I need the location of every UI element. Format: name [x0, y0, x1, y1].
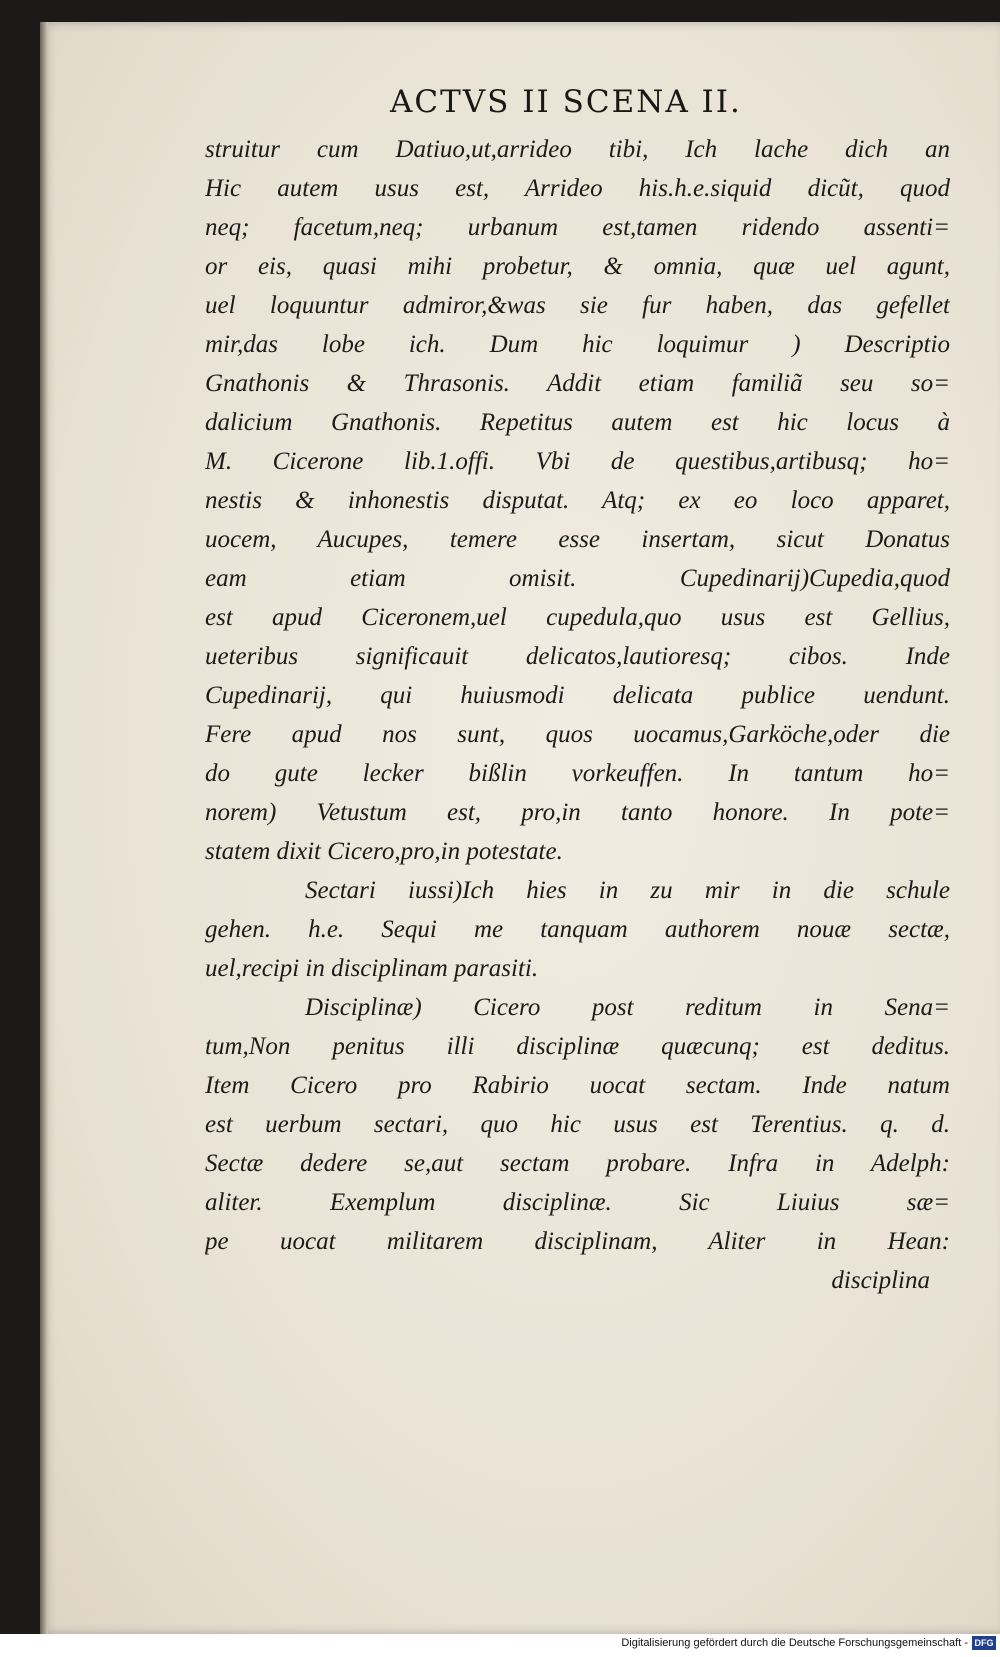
text-line-27: Sectæ dedere se,aut sectam probare. Infra in Adelph:: [205, 1150, 950, 1177]
page-gutter-shadow: [40, 22, 48, 1634]
text-line-1: struitur cum Datiuo,ut,arrideo tibi, Ich lache dich an: [205, 136, 950, 163]
text-line-2: Hic autem usus est, Arrideo his.h.e.siquid dicũt, quod: [205, 175, 950, 202]
text-line-22: uel,recipi in disciplinam parasiti.: [205, 955, 539, 982]
text-line-26: est uerbum sectari, quo hic usus est Terentius. q. d.: [205, 1111, 950, 1138]
text-line-14: ueteribus significauit delicatos,lautioresq; cibos. Inde: [205, 643, 950, 670]
text-line-6: mir,das lobe ich. Dum hic loquimur ) Descriptio: [205, 331, 950, 358]
text-line-13: est apud Ciceronem,uel cupedula,quo usus est Gellius,: [205, 604, 950, 631]
text-line-18: norem) Vetustum est, pro,in tanto honore. In pote=: [205, 799, 950, 826]
text-line-24: tum,Non penitus illi disciplinæ quæcunq; est deditus.: [205, 1033, 950, 1060]
catchword: disciplina: [831, 1267, 930, 1294]
text-line-17: do gute lecker bißlin vorkeuffen. In tantum ho=: [205, 760, 950, 787]
text-line-5: uel loquuntur admiror,&was sie fur haben, das gefellet: [205, 292, 950, 319]
text-line-12: eam etiam omisit. Cupedinarij)Cupedia,quod: [205, 565, 950, 592]
text-line-11: uocem, Aucupes, temere esse insertam, sicut Donatus: [205, 526, 950, 553]
text-line-4: or eis, quasi mihi probetur, & omnia, quæ uel agunt,: [205, 253, 950, 280]
text-line-23: Disciplinæ) Cicero post reditum in Sena=: [305, 994, 950, 1021]
running-head: ACTVS II SCENA II.: [390, 84, 742, 120]
text-line-8: dalicium Gnathonis. Repetitus autem est hic locus à: [205, 409, 950, 436]
text-line-25: Item Cicero pro Rabirio uocat sectam. Inde natum: [205, 1072, 950, 1099]
dfg-logo: DFG: [972, 1636, 996, 1650]
text-line-10: nestis & inhonestis disputat. Atq; ex eo loco apparet,: [205, 487, 950, 514]
text-line-7: Gnathonis & Thrasonis. Addit etiam familiã seu so=: [205, 370, 950, 397]
text-line-16: Fere apud nos sunt, quos uocamus,Garköche,oder die: [205, 721, 950, 748]
text-line-29: pe uocat militarem disciplinam, Aliter in Hean:: [205, 1228, 950, 1255]
text-line-28: aliter. Exemplum disciplinæ. Sic Liuius sæ=: [205, 1189, 950, 1216]
text-line-3: neq; facetum,neq; urbanum est,tamen ridendo assenti=: [205, 214, 950, 241]
text-line-9: M. Cicerone lib.1.offi. Vbi de questibus,artibusq; ho=: [205, 448, 950, 475]
text-line-19: statem dixit Cicero,pro,in potestate.: [205, 838, 563, 865]
text-line-21: gehen. h.e. Sequi me tanquam authorem nouæ sectæ,: [205, 916, 950, 943]
text-line-15: Cupedinarij, qui huiusmodi delicata publice uendunt.: [205, 682, 950, 709]
body-text: [205, 130, 950, 1300]
footer-note: Digitalisierung gefördert durch die Deutsche Forschungsgemeinschaft -: [621, 1637, 968, 1649]
text-line-20: Sectari iussi)Ich hies in zu mir in die schule: [305, 877, 950, 904]
